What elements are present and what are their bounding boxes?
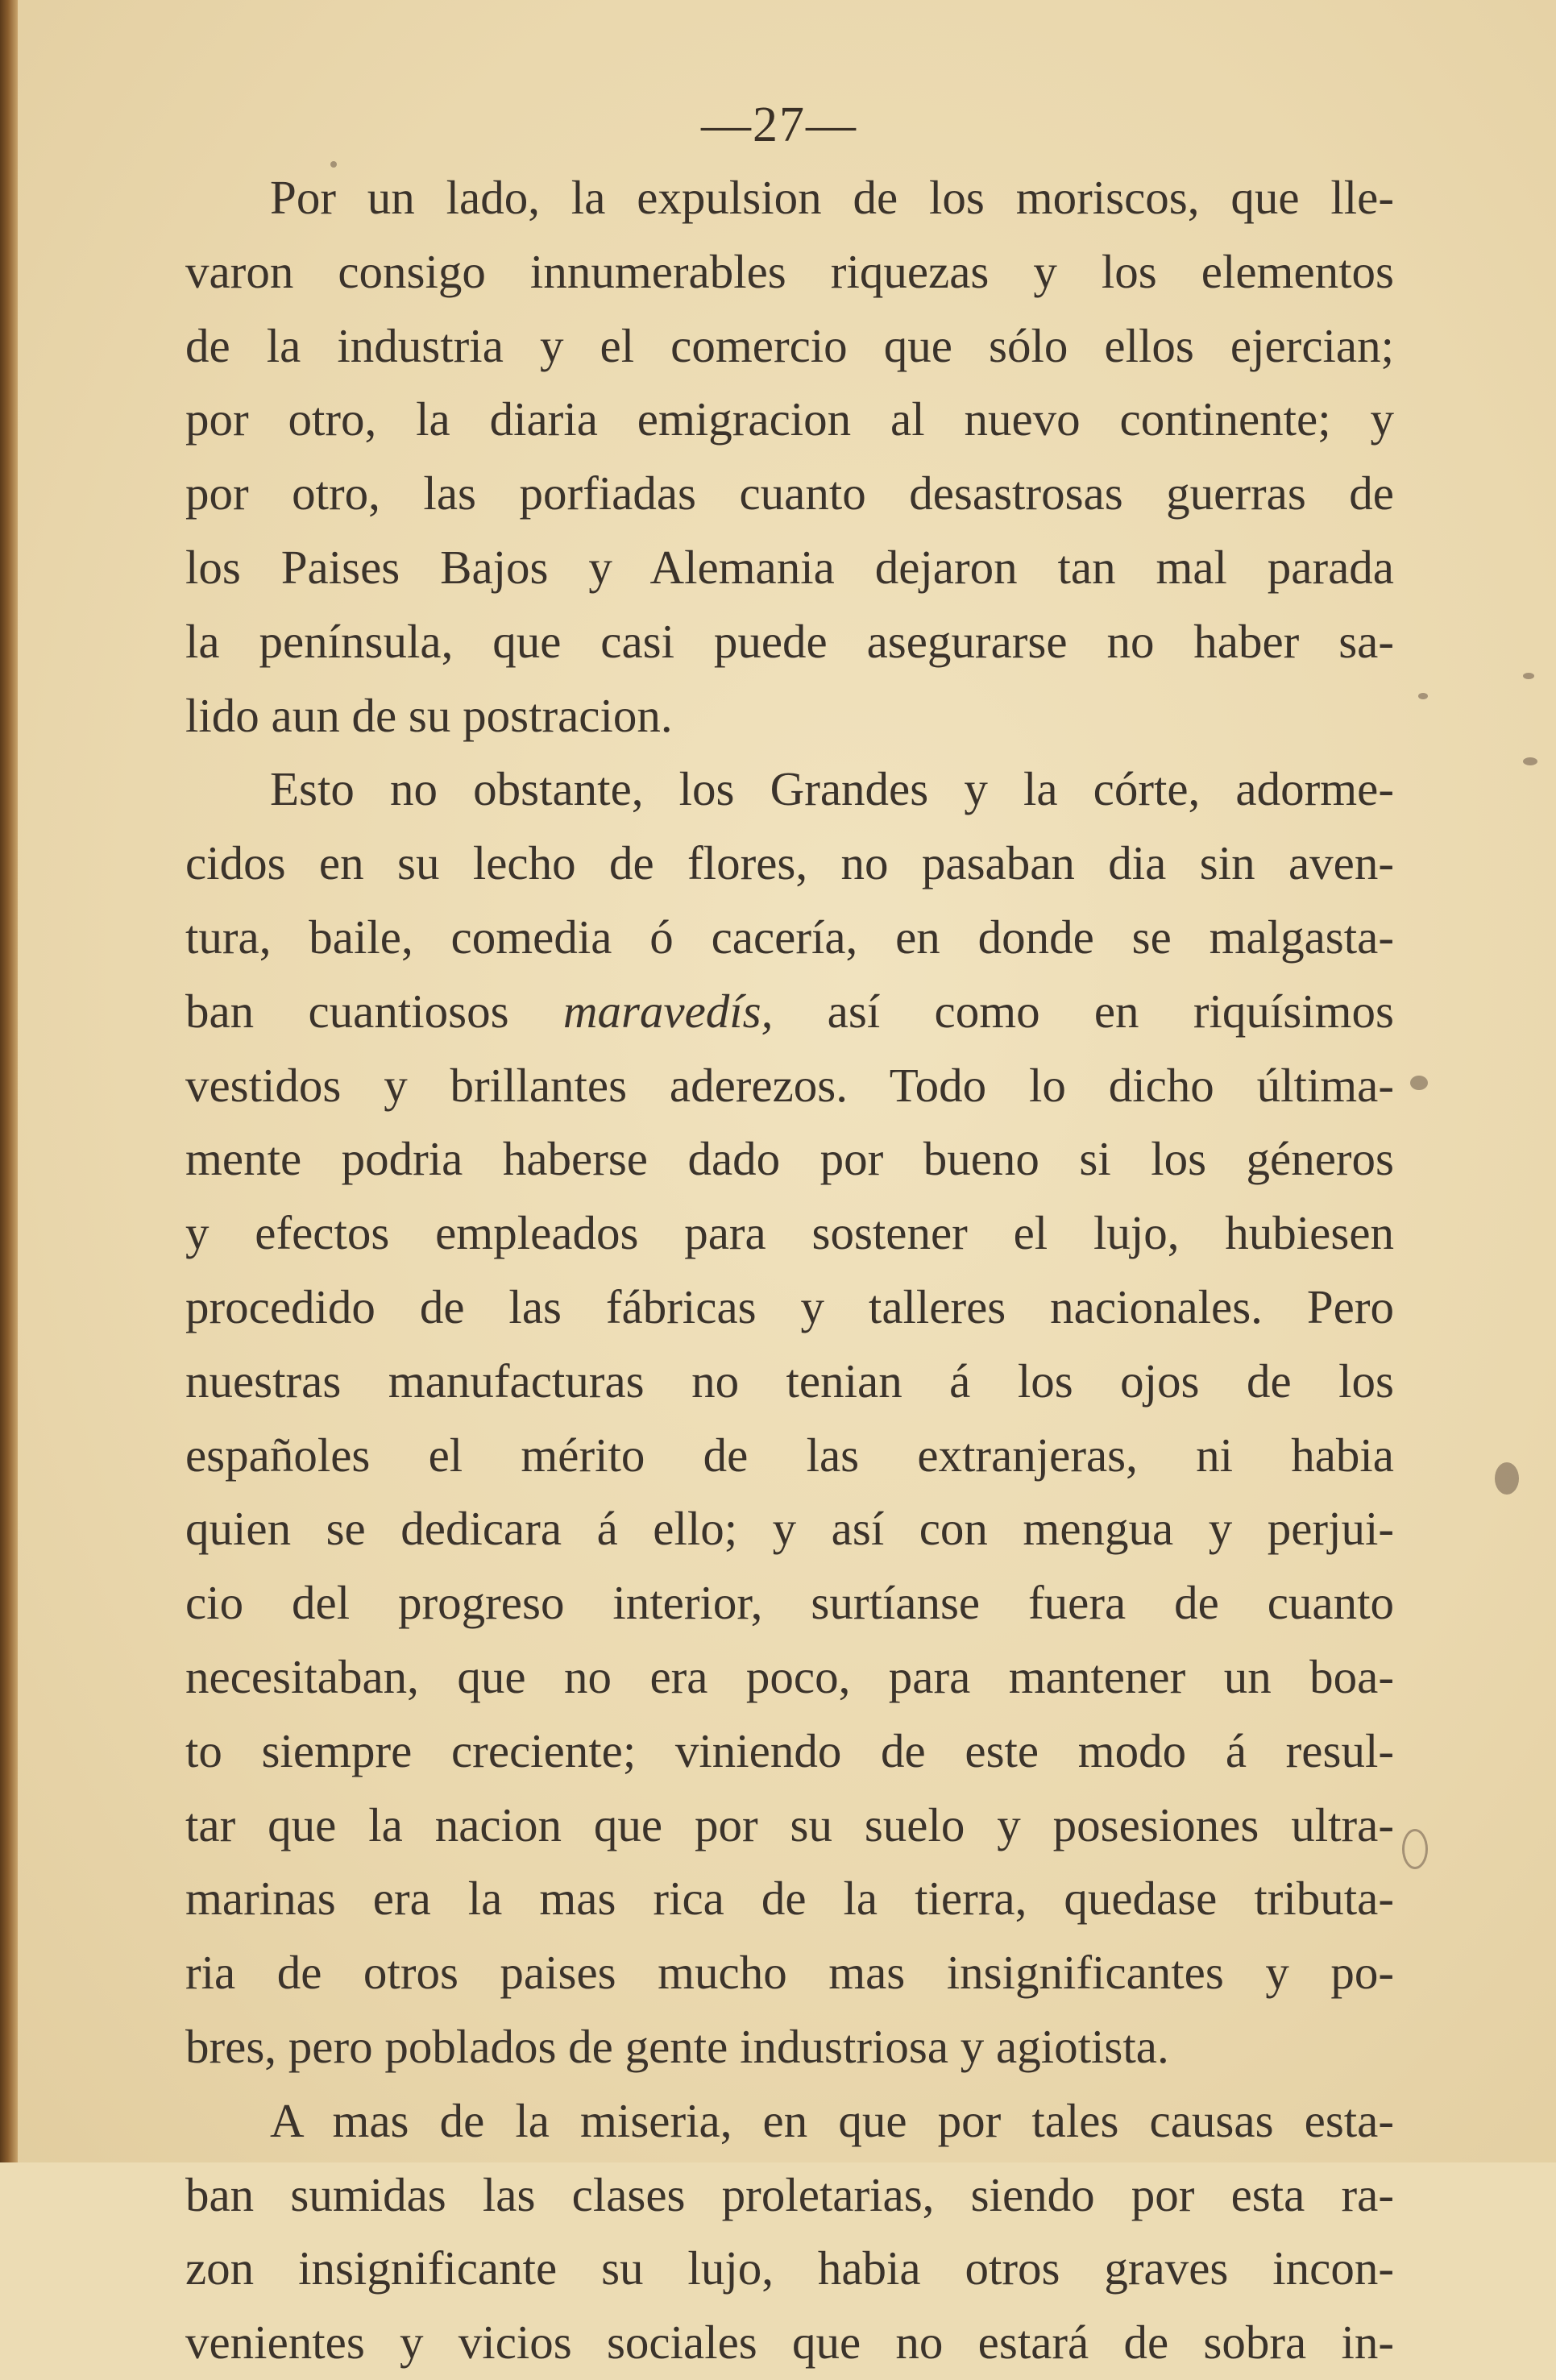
text-line: por otro, la diaria emigracion al nuevo continente; y xyxy=(185,392,1394,446)
text-line-with-italic xyxy=(185,975,1394,1049)
text-line: marinas era la mas rica de la tierra, quedase tributa- xyxy=(185,1872,1394,1926)
text-line: ban sumidas las clases proletarias, siendo por esta ra- xyxy=(185,2167,1394,2221)
text-line: necesitaban, que no era poco, para mantener un boa- xyxy=(185,1649,1394,1703)
paper-stain xyxy=(330,161,337,168)
text-line: tura, baile, comedia ó cacería, en donde se malgasta- xyxy=(185,910,1394,964)
paper-stain xyxy=(1523,673,1534,679)
text-fragment: así como en riquísimos xyxy=(773,984,1394,1038)
text-line: nuestras manufacturas no tenian á los ojos de los xyxy=(185,1354,1394,1408)
text-line: varon consigo innumerables riquezas y los elementos xyxy=(185,244,1394,298)
text-line: de la industria y el comercio que sólo ellos ejercian; xyxy=(185,318,1394,372)
text-line: procedido de las fábricas y talleres nacionales. Pero xyxy=(185,1279,1394,1333)
text-line: Esto no obstante, los Grandes y la córte, adorme- xyxy=(270,762,1394,816)
page-number: —27— xyxy=(701,97,857,152)
text-line: zon insignificante su lujo, habia otros graves incon- xyxy=(185,2241,1394,2295)
text-line: cio del progreso interior, surtíanse fuera de cuanto xyxy=(185,1576,1394,1630)
text-line: por otro, las porfiadas cuanto desastrosas guerras de xyxy=(185,466,1394,520)
text-line: venientes y vicios sociales que no estará de sobra in- xyxy=(185,2316,1394,2370)
text-line: Por un lado, la expulsion de los moriscos, que lle- xyxy=(270,171,1394,224)
paper-stain xyxy=(1402,1829,1428,1869)
text-line: to siempre creciente; viniendo de este modo á resul- xyxy=(185,1723,1394,1777)
paper-stain xyxy=(1523,757,1537,765)
text-line: españoles el mérito de las extranjeras, ni habia xyxy=(185,1428,1394,1482)
text-line: bres, pero poblados de gente industriosa y agiotista. xyxy=(185,2019,1169,2073)
paper-stain xyxy=(1418,693,1428,699)
book-spine-edge xyxy=(0,0,18,2162)
text-line: tar que la nacion que por su suelo y posesiones ultra- xyxy=(185,1797,1394,1851)
text-line: vestidos y brillantes aderezos. Todo lo dicho últimа- xyxy=(185,1058,1394,1112)
text-line: mente podria haberse dado por bueno si los géneros xyxy=(185,1132,1394,1186)
text-fragment: ban cuantiosos xyxy=(185,984,563,1038)
text-line: lido aun de su postracion. xyxy=(185,688,673,742)
text-line: quien se dedicara á ello; y así con mengua y perjui- xyxy=(185,1502,1394,1556)
text-line: y efectos empleados para sostener el lujo, hubiesen xyxy=(185,1206,1394,1260)
paper-stain xyxy=(1410,1076,1428,1090)
paper-stain xyxy=(1495,1462,1519,1495)
text-line: A mas de la miseria, en que por tales causas esta- xyxy=(270,2093,1394,2147)
text-line: cidos en su lecho de flores, no pasaban dia sin aven- xyxy=(185,836,1394,890)
text-line: los Paises Bajos y Alemania dejaron tan mal parada xyxy=(185,540,1394,594)
body-text xyxy=(185,161,1394,2380)
italic-word: maravedís, xyxy=(562,984,774,1038)
text-line: la península, que casi puede asegurarse no haber sa- xyxy=(185,614,1394,668)
text-line: ria de otros paises mucho mas insignificantes y po- xyxy=(185,1946,1394,2000)
